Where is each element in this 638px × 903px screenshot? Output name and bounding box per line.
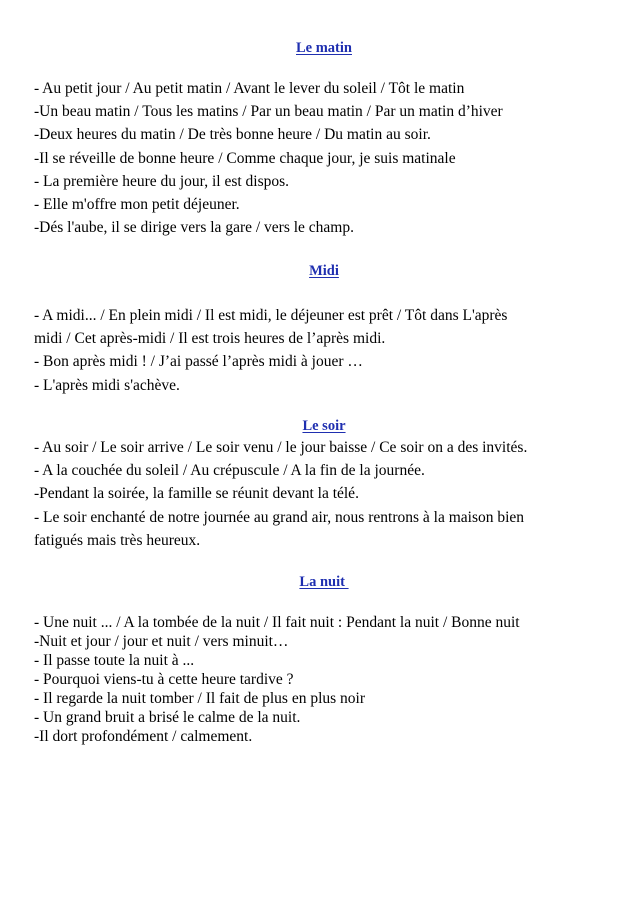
text-line: - Elle m'offre mon petit déjeuner.	[34, 196, 240, 214]
section-title-soir: Le soir	[302, 418, 346, 434]
section-lines-nuit	[34, 613, 614, 746]
text-line: midi / Cet après-midi / Il est trois heures de l’après midi.	[34, 330, 386, 348]
text-line: - La première heure du jour, il est dispos.	[34, 172, 290, 190]
section-title-nuit: La nuit	[299, 574, 349, 590]
text-line: - Une nuit ... / A la tombée de la nuit / Il fait nuit : Pendant la nuit / Bonne nuit	[34, 614, 520, 631]
text-line: fatigués mais très heureux.	[34, 531, 201, 549]
text-line: - Au soir / Le soir arrive / Le soir venu / le jour baisse / Ce soir on a des invités.	[34, 439, 528, 456]
text-line: -Deux heures du matin / De très bonne heure / Du matin au soir.	[34, 126, 431, 144]
section-title-midi: Midi	[309, 263, 339, 279]
section-lines-midi	[34, 304, 614, 397]
section-lines-soir	[34, 436, 614, 552]
text-line: - Pourquoi viens-tu à cette heure tardive ?	[34, 671, 294, 688]
text-line: -Un beau matin / Tous les matins / Par un beau matin / Par un matin d’hiver	[34, 103, 503, 121]
text-line: - A midi... / En plein midi / Il est midi, le déjeuner est prêt / Tôt dans L'après	[34, 307, 508, 324]
text-line: -Dés l'aube, il se dirige vers la gare / vers le champ.	[34, 219, 354, 237]
text-line: - Il passe toute la nuit à ...	[34, 652, 195, 669]
text-line: - Le soir enchanté de notre journée au grand air, nous rentrons à la maison bien	[34, 508, 525, 526]
text-line: - Un grand bruit a brisé le calme de la nuit.	[34, 709, 301, 726]
text-line: - Bon après midi ! / J’ai passé l’après midi à jouer …	[34, 353, 363, 371]
text-line: - Il regarde la nuit tomber / Il fait de plus en plus noir	[34, 690, 366, 707]
text-line: -Il dort profondément / calmement.	[34, 728, 253, 745]
section-lines-matin	[34, 77, 614, 239]
text-line: - A la couchée du soleil / Au crépuscule / A la fin de la journée.	[34, 462, 425, 480]
section-title-matin: Le matin	[296, 40, 352, 56]
text-line: -Nuit et jour / jour et nuit / vers minuit…	[34, 633, 289, 650]
text-line: - Au petit jour / Au petit matin / Avant le lever du soleil / Tôt le matin	[34, 80, 465, 97]
text-line: -Il se réveille de bonne heure / Comme chaque jour, je suis matinale	[34, 149, 456, 167]
text-line: -Pendant la soirée, la famille se réunit devant la télé.	[34, 485, 359, 503]
text-line: - L'après midi s'achève.	[34, 376, 180, 394]
